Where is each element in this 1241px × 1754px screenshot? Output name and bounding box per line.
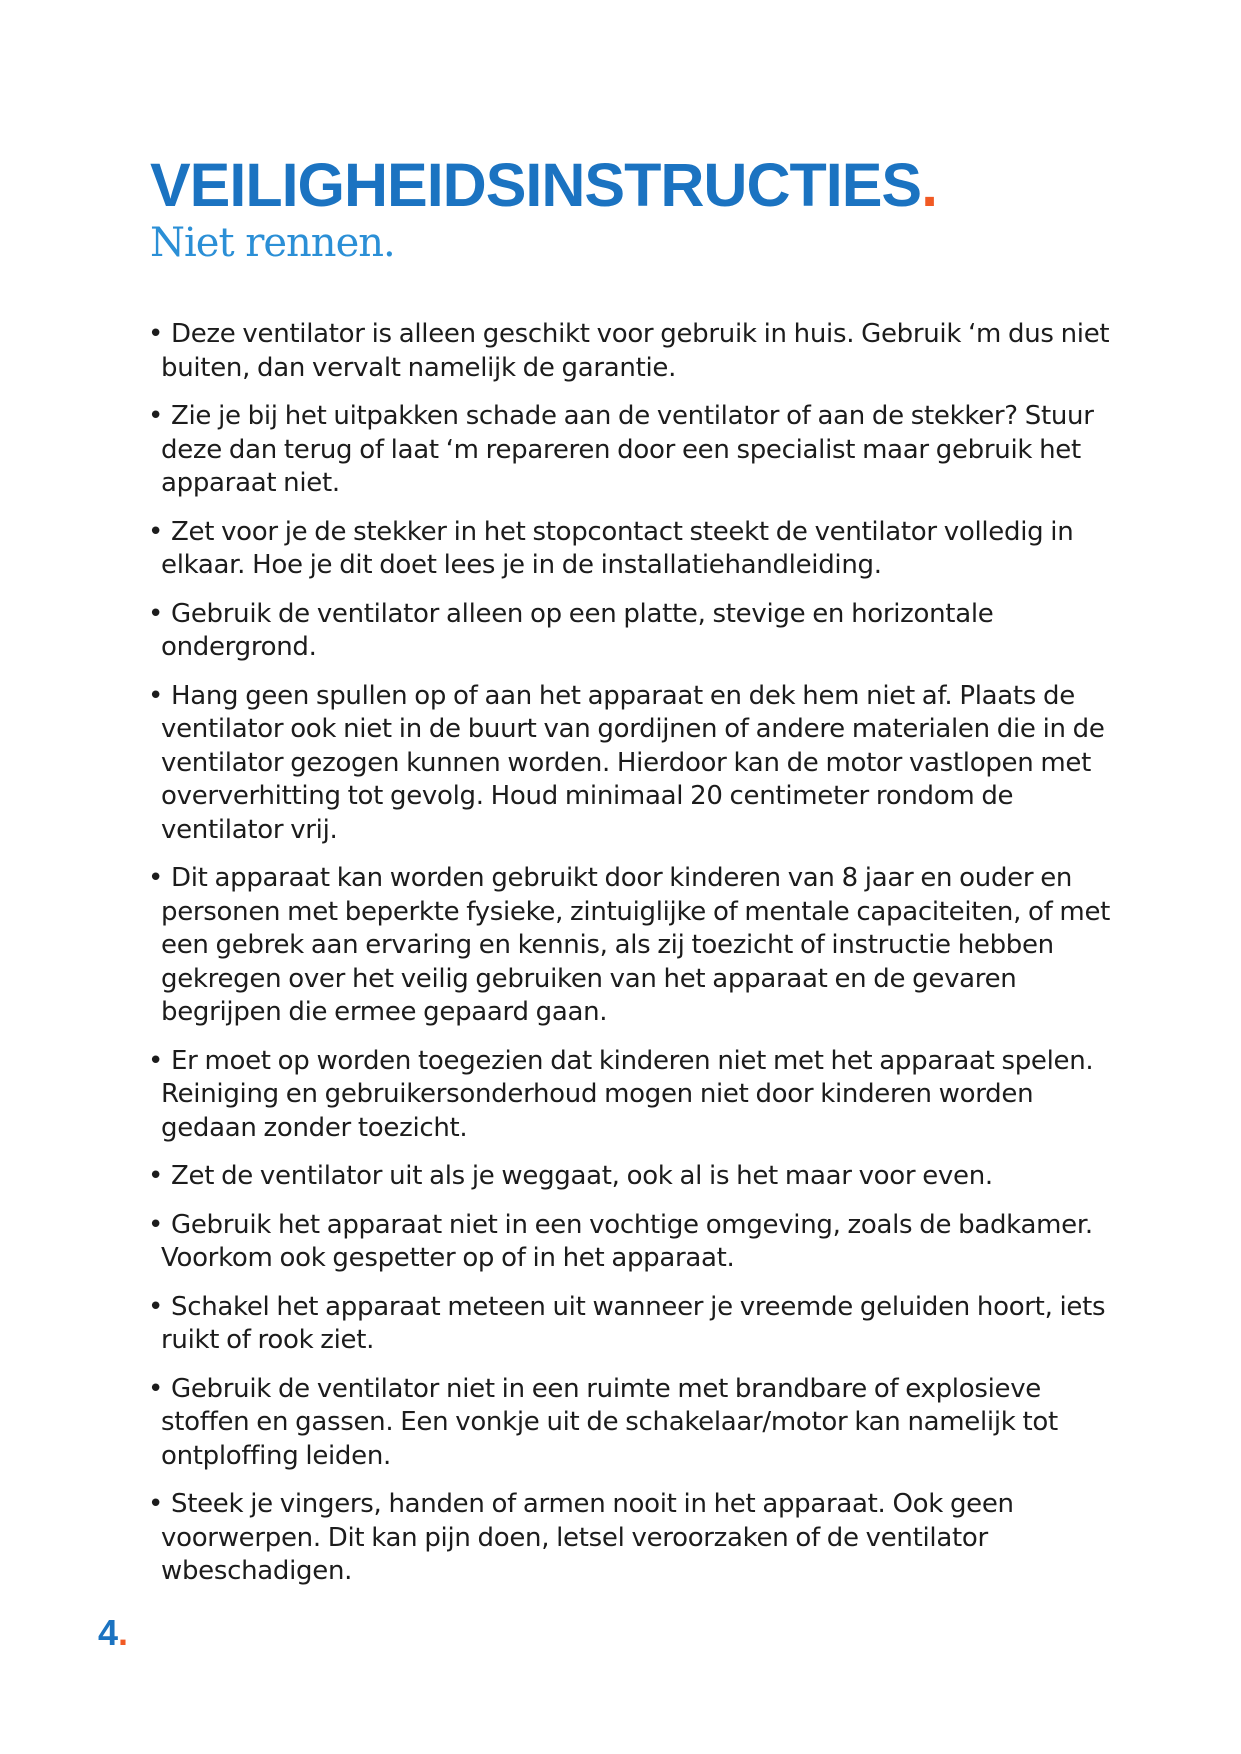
instruction-text: Zie je bij het uitpakken schade aan de ventilator of aan de stekker? Stuur deze dan terug of laat ‘m repareren door een specialist maar gebruik het apparaat niet. bbox=[161, 401, 1094, 498]
list-item bbox=[148, 318, 1128, 385]
bullet-icon: • bbox=[148, 1209, 164, 1240]
bullet-icon: • bbox=[148, 319, 164, 349]
list-item bbox=[148, 680, 1128, 848]
list-item bbox=[148, 1373, 1128, 1474]
page-header bbox=[150, 150, 1130, 266]
instruction-text: Er moet op worden toegezien dat kinderen niet met het apparaat spelen. Reiniging en gebruikersonderhoud mogen niet door kinderen worden gedaan zonder toezicht. bbox=[161, 1045, 1094, 1143]
page-title bbox=[150, 150, 1130, 220]
list-item bbox=[148, 516, 1128, 583]
bullet-icon: • bbox=[148, 1291, 164, 1322]
bullet-icon: • bbox=[148, 401, 164, 431]
instruction-text: Hang geen spullen op of aan het apparaat en dek hem niet af. Plaats de ventilator ook niet in de buurt van gordijnen of andere materialen die in de ventilator gezogen kunnen worden. Hierdoor kan de motor vastlopen met oververhitting tot gevolg. Houd minimaal 20 centimeter rondom de ventilator vrij. bbox=[161, 680, 1105, 845]
bullet-icon: • bbox=[148, 1161, 164, 1191]
list-item bbox=[148, 1045, 1128, 1146]
bullet-icon: • bbox=[148, 680, 164, 711]
title-accent-dot: . bbox=[921, 151, 938, 219]
bullet-icon: • bbox=[148, 516, 164, 547]
instruction-text: Schakel het apparaat meteen uit wanneer je vreemde geluiden hoort, iets ruikt of rook ziet. bbox=[161, 1291, 1106, 1355]
list-item bbox=[148, 400, 1128, 501]
page-number-value: 4 bbox=[98, 1612, 119, 1653]
instruction-text: Gebruik de ventilator alleen op een platte, stevige en horizontale ondergrond. bbox=[161, 598, 994, 662]
bullet-icon: • bbox=[148, 598, 164, 629]
bullet-icon: • bbox=[148, 1373, 164, 1404]
instruction-text: Gebruik het apparaat niet in een vochtige omgeving, zoals de badkamer. Voorkom ook gespetter op of in het apparaat. bbox=[161, 1209, 1093, 1273]
instruction-text: Zet voor je de stekker in het stopcontact steekt de ventilator volledig in elkaar. Hoe je dit doet lees je in de installatiehandleiding. bbox=[161, 516, 1074, 580]
list-item bbox=[148, 1291, 1128, 1358]
list-item bbox=[148, 1209, 1128, 1276]
bullet-icon: • bbox=[148, 1045, 164, 1076]
page-title-text: VEILIGHEIDSINSTRUCTIES bbox=[150, 151, 922, 219]
list-item bbox=[148, 1488, 1128, 1589]
safety-instructions-list bbox=[148, 318, 1128, 1604]
instruction-text: Steek je vingers, handen of armen nooit in het apparaat. Ook geen voorwerpen. Dit kan pijn doen, letsel veroorzaken of de ventilator wbeschadigen. bbox=[161, 1489, 1014, 1586]
bullet-icon: • bbox=[148, 1489, 164, 1519]
instruction-text: Gebruik de ventilator niet in een ruimte met brandbare of explosieve stoffen en gassen. Een vonkje uit de schakelaar/motor kan namelijk tot ontploffing leiden. bbox=[161, 1373, 1058, 1471]
list-item bbox=[148, 1160, 1128, 1194]
page-number-accent-dot: . bbox=[118, 1612, 129, 1653]
list-item bbox=[148, 862, 1128, 1030]
list-item bbox=[148, 598, 1128, 665]
bullet-icon: • bbox=[148, 863, 164, 893]
instruction-text: Dit apparaat kan worden gebruikt door kinderen van 8 jaar en ouder en personen met beperkte fysieke, zintuiglijke of mentale capaciteiten, of met een gebrek aan ervaring en kennis, als zij toezicht of instructie hebben gekregen over het veilig gebruiken van het apparaat en de gevaren begrijpen die ermee gepaard gaan. bbox=[161, 863, 1111, 1027]
instruction-text: Deze ventilator is alleen geschikt voor gebruik in huis. Gebruik ‘m dus niet buiten, dan vervalt namelijk de garantie. bbox=[161, 319, 1110, 383]
page-subtitle: Niet rennen. bbox=[150, 220, 395, 266]
instruction-text: Zet de ventilator uit als je weggaat, ook al is het maar voor even. bbox=[171, 1161, 993, 1191]
page-number bbox=[98, 1612, 128, 1654]
